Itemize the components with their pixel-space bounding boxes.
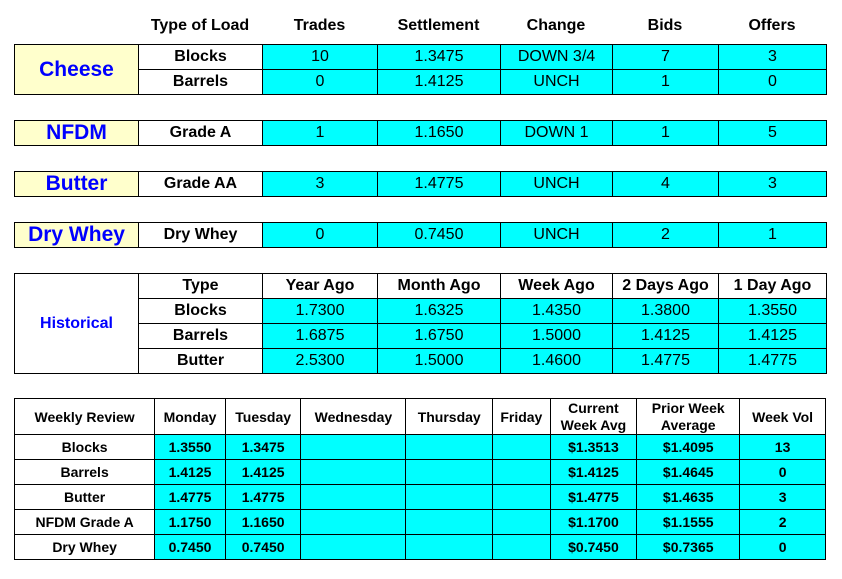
historical-header-year-ago: Year Ago	[263, 274, 378, 299]
cheese-table	[14, 44, 827, 95]
header-bids: Bids	[647, 17, 683, 34]
historical-header-week-ago: Week Ago	[501, 274, 613, 299]
table-row: Dry Whey Dry Whey 0 0.7450 UNCH 2 1	[15, 223, 827, 248]
weekly-header-wednesday: Wednesday	[301, 399, 406, 435]
table-row	[15, 399, 826, 435]
table-row: Barrels 0 1.4125 UNCH 1 0	[15, 70, 827, 95]
dry-whey-label: Dry Whey	[15, 223, 139, 248]
weekly-header-week-vol: Week Vol	[740, 399, 826, 435]
butter-label: Butter	[15, 172, 139, 197]
historical-table	[14, 273, 827, 374]
weekly-review-table	[14, 398, 826, 560]
weekly-header-friday: Friday	[493, 399, 550, 435]
nfdm-label: NFDM	[15, 121, 139, 146]
weekly-header-prior-week-average: Prior Week Average	[637, 399, 740, 435]
table-row: NFDM Grade A 1 1.1650 DOWN 1 1 5	[15, 121, 827, 146]
market-header	[14, 14, 826, 38]
table-row: Barrels 1.6875 1.6750 1.5000 1.4125 1.4125	[15, 324, 827, 349]
header-settlement: Settlement	[397, 17, 480, 34]
table-row: Butter 2.5300 1.5000 1.4600 1.4775 1.4775	[15, 349, 827, 374]
header-change: Change	[526, 17, 586, 34]
table-row: Butter 1.4775 1.4775 $1.4775 $1.4635 3	[15, 485, 826, 510]
table-row: NFDM Grade A 1.1750 1.1650 $1.1700 $1.1555 2	[15, 510, 826, 535]
historical-label: Historical	[15, 274, 139, 374]
table-row	[15, 274, 827, 299]
historical-header-1-day-ago: 1 Day Ago	[719, 274, 827, 299]
table-row: Dry Whey 0.7450 0.7450 $0.7450 $0.7365 0	[15, 535, 826, 560]
weekly-header-tuesday: Tuesday	[225, 399, 301, 435]
historical-header-type: Type	[139, 274, 263, 299]
cheese-label: Cheese	[15, 45, 139, 95]
weekly-header-name: Weekly Review	[15, 399, 155, 435]
table-row: Cheese Blocks 10 1.3475 DOWN 3/4 7 3	[15, 45, 827, 70]
table-row: Barrels 1.4125 1.4125 $1.4125 $1.4645 0	[15, 460, 826, 485]
header-offers: Offers	[748, 17, 796, 34]
historical-header-month-ago: Month Ago	[378, 274, 501, 299]
weekly-header-monday: Monday	[155, 399, 226, 435]
weekly-header-current-week-avg: Current Week Avg	[550, 399, 637, 435]
table-row: Butter Grade AA 3 1.4775 UNCH 4 3	[15, 172, 827, 197]
dry-whey-table	[14, 222, 827, 248]
butter-table	[14, 171, 827, 197]
table-row: Blocks 1.3550 1.3475 $1.3513 $1.4095 13	[15, 435, 826, 460]
historical-header-2-days-ago: 2 Days Ago	[613, 274, 719, 299]
header-type-of-load: Type of Load	[150, 17, 250, 34]
weekly-header-thursday: Thursday	[406, 399, 493, 435]
header-trades: Trades	[293, 17, 346, 34]
table-row: Blocks 1.7300 1.6325 1.4350 1.3800 1.3550	[15, 299, 827, 324]
nfdm-table	[14, 120, 827, 146]
